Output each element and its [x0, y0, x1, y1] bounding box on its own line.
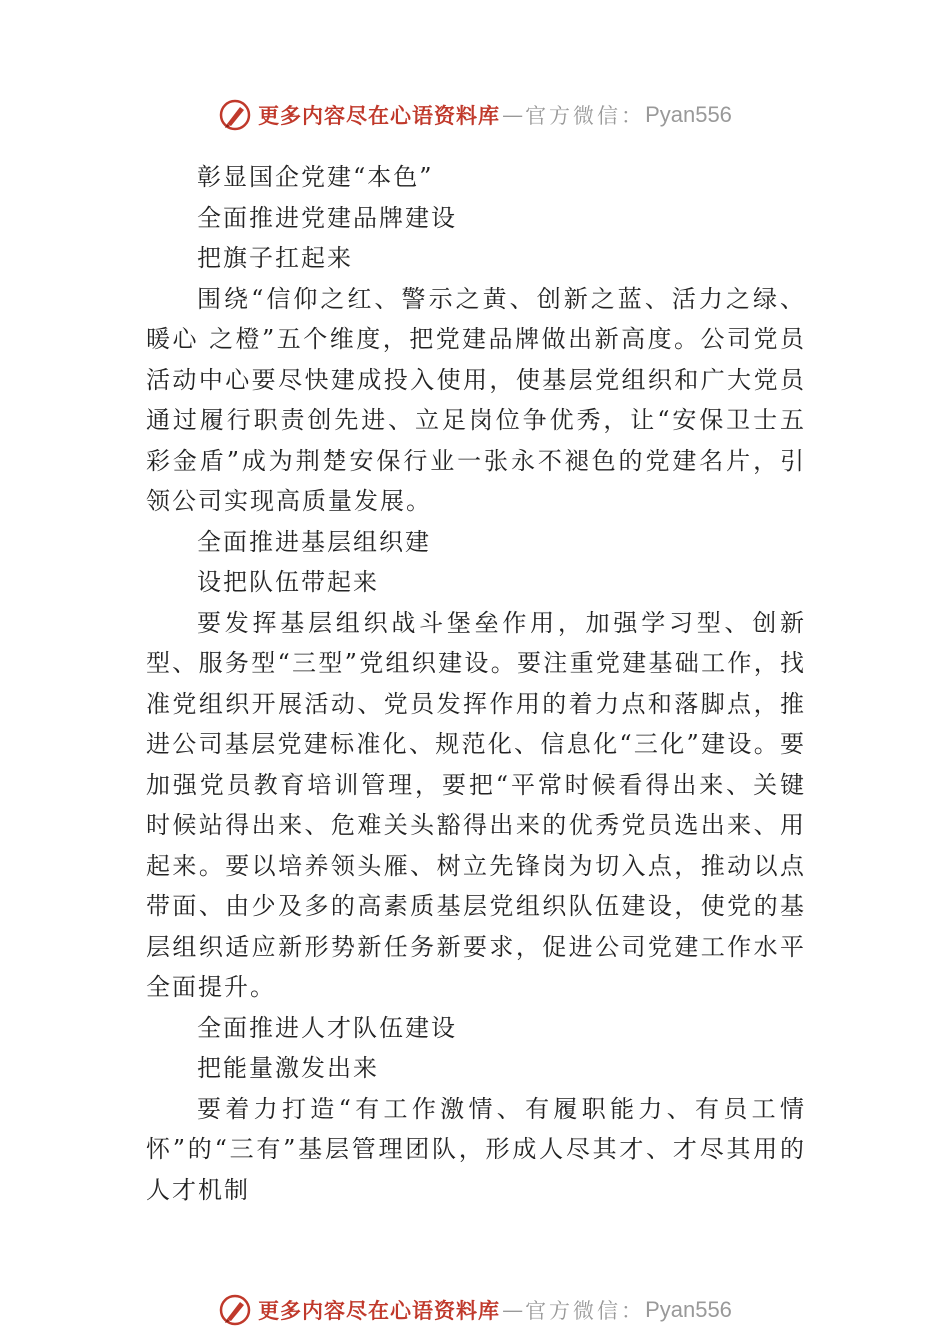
banner-wechat-id: Pyan556 — [645, 102, 732, 127]
document-body — [146, 157, 806, 1210]
heading-raise-flag: 把旗子扛起来 — [197, 244, 353, 272]
paragraph-management-team: 要着力打造“有工作激情、有履职能力、有员工情怀”的“三有”基层管理团队，形成人尽其才、才尽其用的人才机制 — [146, 1094, 806, 1204]
heading-stimulate-energy: 把能量激发出来 — [197, 1054, 379, 1082]
banner-separator: — — [502, 1298, 524, 1322]
heading-talent-team: 全面推进人才队伍建设 — [197, 1013, 457, 1042]
heading-brand-building: 全面推进党建品牌建设 — [197, 203, 457, 232]
pen-logo-icon — [218, 98, 252, 132]
header-banner — [0, 95, 950, 135]
heading-lead-team: 设把队伍带起来 — [197, 568, 379, 596]
footer-banner — [0, 1290, 950, 1330]
banner-brand-text: 更多内容尽在心语资料库 — [258, 1298, 501, 1323]
banner-separator: — — [502, 103, 524, 127]
heading-party-building-color: 彰显国企党建“本色” — [197, 163, 434, 191]
banner-brand-text: 更多内容尽在心语资料库 — [258, 103, 501, 128]
pen-logo-icon — [218, 1293, 252, 1327]
banner-wechat-label: 官方微信： — [525, 104, 646, 128]
banner-wechat-label: 官方微信： — [525, 1299, 646, 1323]
heading-grassroots-organization: 全面推进基层组织建 — [197, 527, 431, 556]
paragraph-five-dimensions: 围绕“信仰之红、警示之黄、创新之蓝、活力之绿、暖心 之橙”五个维度，把党建品牌做出新高度。公司党员活动中心要尽快建成投入使用，使基层党组织和广大党员通过履行职责创先进、立足岗位争优秀，让“安保卫士五彩金盾”成为荆楚安保行业一张永不褪色的党建名片，引领公司实现高质量发展。 — [146, 284, 806, 515]
paragraph-grassroots-role: 要发挥基层组织战斗堡垒作用，加强学习型、创新型、服务型“三型”党组织建设。要注重党建基础工作，找准党组织开展活动、党员发挥作用的着力点和落脚点，推进公司基层党建标准化、规范化、信息化“三化”建设。要加强党员教育培训管理，要把“平常时候看得出来、关键时候站得出来、危难关头豁得出来的优秀党员选出来、用起来。要以培养领头雁、树立先锋岗为切入点，推动以点带面、由少及多的高素质基层党组织队伍建设，使党的基层组织适应新形势新任务新要求，促进公司党建工作水平全面提升。 — [146, 608, 806, 1001]
banner-wechat-id: Pyan556 — [645, 1297, 732, 1322]
